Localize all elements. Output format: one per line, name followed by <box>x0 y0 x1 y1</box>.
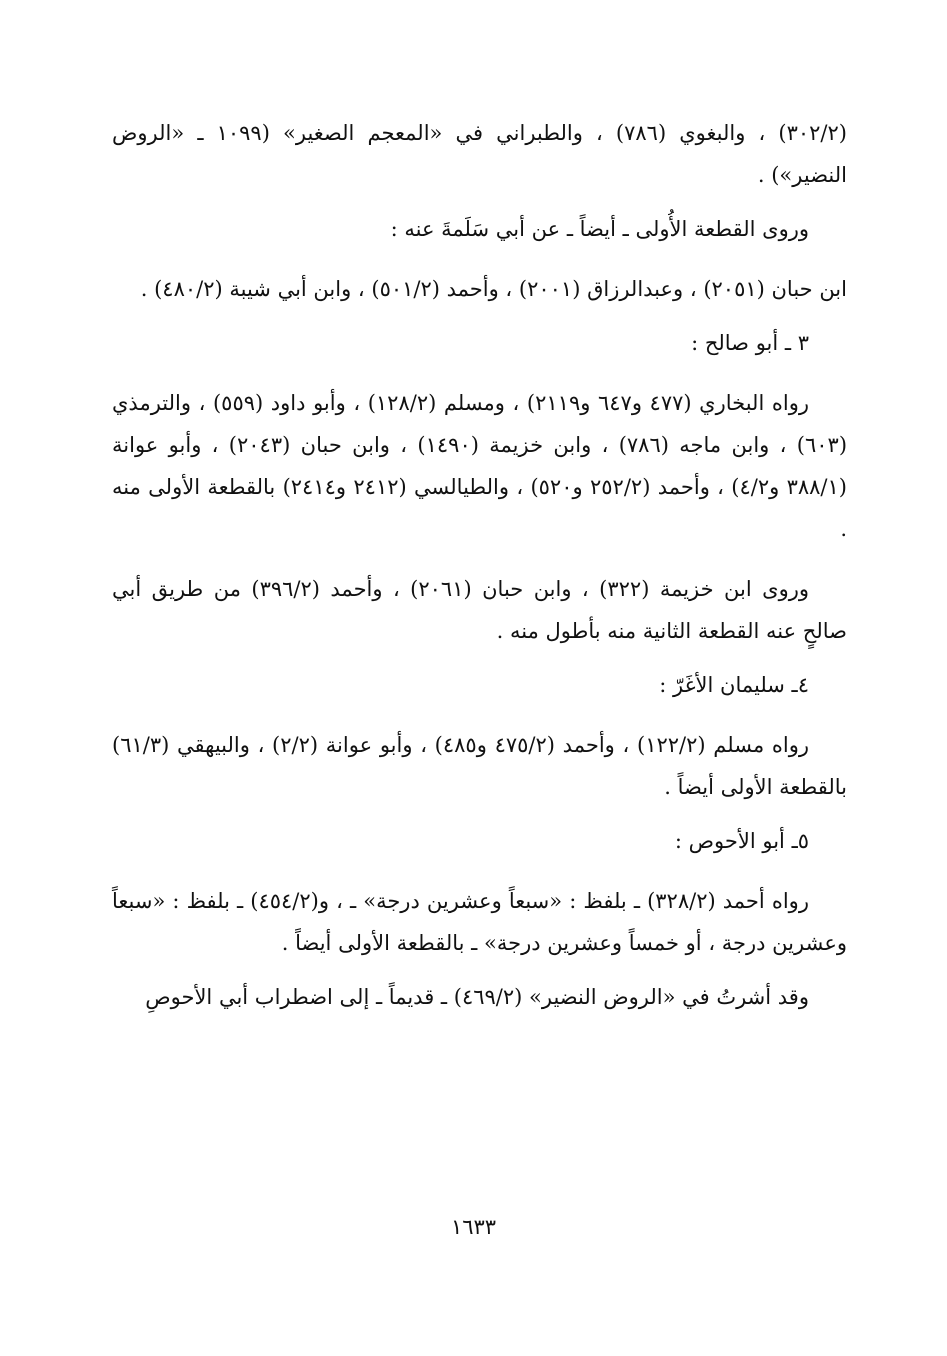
paragraph-abu-salih-sources: رواه البخاري (٤٧٧ و٦٤٧ و٢١١٩) ، ومسلم (١٢٨/٢) ، وأبو داود (٥٥٩) ، والترمذي (٦٠٣) ، وابن ماجه (٧٨٦) ، وابن خزيمة (١٤٩٠) ، وابن حبان (٢٠٤٣) ، وأبو عوانة (٣٨٨/١ و٤/٢) ، وأحمد (٢٥٢/٢ و٥٢٠) ، والطيالسي (٢٤١٢ و٢٤١٤) بالقطعة الأولى منه . <box>112 391 848 541</box>
paragraph-continuation: (٣٠٢/٢) ، والبغوي (٧٨٦) ، والطبراني في «المعجم الصغير» (١٠٩٩ ـ «الروض النضير») . <box>112 121 847 187</box>
heading-sulayman-al-agharr: ٤ـ سليمان الأغَرّ : <box>659 673 809 697</box>
heading-abu-al-ahwas: ٥ـ أبو الأحوص : <box>674 829 809 853</box>
paragraph-sulayman-sources: رواه مسلم (١٢٢/٢) ، وأحمد (٤٧٥/٢ و٤٨٥) ، وأبو عوانة (٢/٢) ، والبيهقي (٦١/٣) بالقطعة الأولى أيضاً . <box>112 733 847 799</box>
page-number: ١٦٣٣ <box>450 1215 497 1239</box>
heading-abu-salih: ٣ ـ أبو صالح : <box>691 331 809 355</box>
paragraph-abu-salama-intro: وروى القطعة الأُولى ـ أيضاً ـ عن أبي سَلَمةَ عنه : <box>390 217 809 241</box>
paragraph-abu-salih-second-part: وروى ابن خزيمة (٣٢٢) ، وابن حبان (٢٠٦١) ، وأحمد (٣٩٦/٢) من طريق أبي صالحٍ عنه القطعة الثانية منه بأطول منه . <box>112 577 847 643</box>
paragraph-abu-al-ahwas-sources: رواه أحمد (٣٢٨/٢) ـ بلفظ : «سبعاً وعشرين درجة» ـ ، و(٤٥٤/٢) ـ بلفظ : «سبعاً وعشرين درجة ، أو خمساً وعشرين درجة» ـ بالقطعة الأولى أيضاً . <box>112 889 847 955</box>
page-body <box>112 112 847 1312</box>
paragraph-abu-salama-sources: ابن حبان (٢٠٥١) ، وعبدالرزاق (٢٠٠١) ، وأحمد (٥٠١/٢) ، وابن أبي شيبة (٤٨٠/٢) . <box>140 277 847 301</box>
paragraph-idtirab-note: وقد أشرتُ في «الروض النضير» (٤٦٩/٢) ـ قديماً ـ إلى اضطراب أبي الأحوصِ <box>145 985 809 1009</box>
